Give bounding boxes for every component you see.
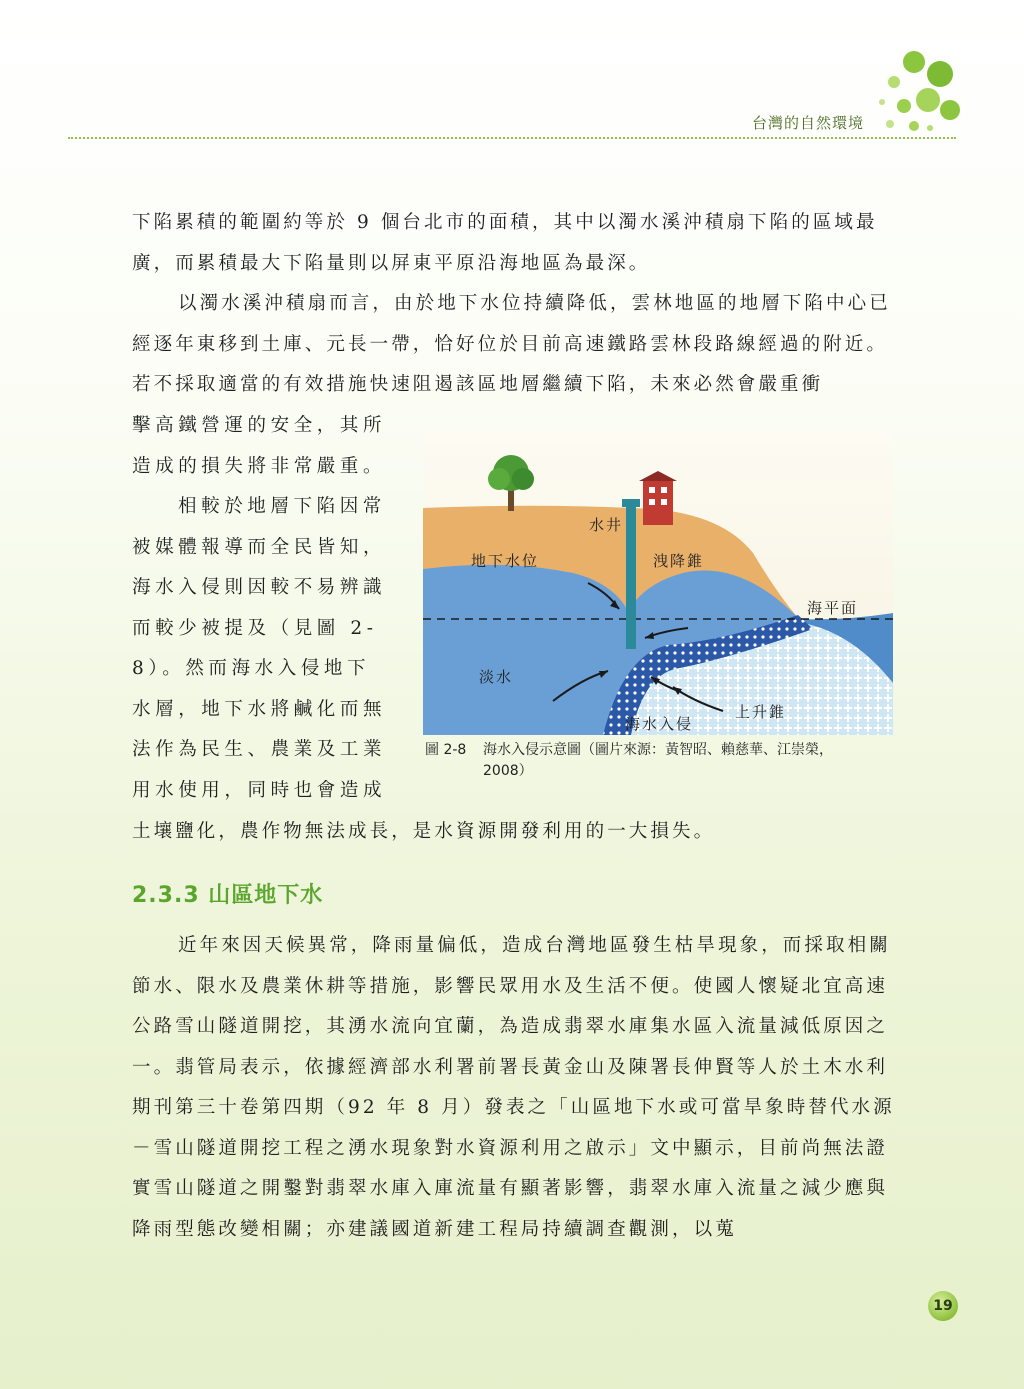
paragraph-3: 相較於地層下陷因常被媒體報導而全民皆知，海水入侵則因較不易辨識而較少被提及（見圖 2-8）。然而海水入侵地下水層，地下水將鹹化而無法作為民生、農業及工業用水使用，同時也會造成 xyxy=(132,496,387,801)
paragraph-1: 下陷累積的範圍約等於 9 個台北市的面積，其中以濁水溪沖積扇下陷的區域最廣，而累積最大下陷量則以屏東平原沿海地區為最深。 xyxy=(132,212,878,274)
text-block-bottom xyxy=(132,812,902,853)
label-upconing: 上升錐 xyxy=(735,703,787,721)
header-title: 台灣的自然環境 xyxy=(752,114,865,132)
paragraph-3-end: 土壤鹽化，農作物無法成長，是水資源開發利用的一大損失。 xyxy=(132,821,716,842)
header-divider xyxy=(68,137,956,139)
label-seawater-intrusion: 海水入侵 xyxy=(625,715,694,733)
label-water-table: 地下水位 xyxy=(471,552,540,570)
page-number: 19 xyxy=(928,1291,958,1321)
paragraph-2-continued: 擊高鐵營運的安全，其所造成的損失將非常嚴重。 xyxy=(132,415,387,477)
text-block-left xyxy=(132,406,392,811)
figure-caption xyxy=(425,740,903,782)
section-body xyxy=(132,926,902,1250)
text-block-top xyxy=(132,203,902,406)
figure-caption-line-2: 2008） xyxy=(483,763,533,779)
paragraph-2: 以濁水溪沖積扇而言，由於地下水位持續降低，雲林地區的地層下陷中心已經逐年東移到土庫、元長一帶，恰好位於目前高速鐵路雲林段路線經過的附近。若不採取適當的有效措施快速阻遏該區地層繼續下陷，未來必然會嚴重衝 xyxy=(132,293,891,395)
label-fresh-water: 淡水 xyxy=(479,668,514,686)
figure-caption-line-1: 海水入侵示意圖（圖片來源：黃智昭、賴慈華、江崇榮， xyxy=(483,742,833,758)
decorative-dots-icon xyxy=(870,40,980,140)
section-heading: 2.3.3 山區地下水 xyxy=(132,883,324,908)
figure-caption-label: 圖 2-8 xyxy=(425,742,467,758)
label-sea-level: 海平面 xyxy=(807,599,859,617)
label-well: 水井 xyxy=(589,516,624,534)
section-paragraph: 近年來因天候異常，降雨量偏低，造成台灣地區發生枯旱現象，而採取相關節水、限水及農業休耕等措施，影響民眾用水及生活不便。使國人懷疑北宜高速公路雪山隧道開挖，其湧水流向宜蘭，為造成翡翠水庫集水區入流量減低原因之一。翡管局表示，依據經濟部水利署前署長黃金山及陳署長伸賢等人於土木水利期刊第三十卷第四期（92 年 8 月）發表之「山區地下水或可當旱象時替代水源－雪山隧道開挖工程之湧水現象對水資源利用之啟示」文中顯示，目前尚無法證實雪山隧道之開鑿對翡翠水庫入庫流量有顯著影響，翡翠水庫入流量之減少應與降雨型態改變相關；亦建議國道新建工程局持續調查觀測，以蒐 xyxy=(132,935,895,1240)
seawater-intrusion-figure xyxy=(423,433,893,735)
label-cone-of-depression: 洩降錐 xyxy=(653,552,705,570)
